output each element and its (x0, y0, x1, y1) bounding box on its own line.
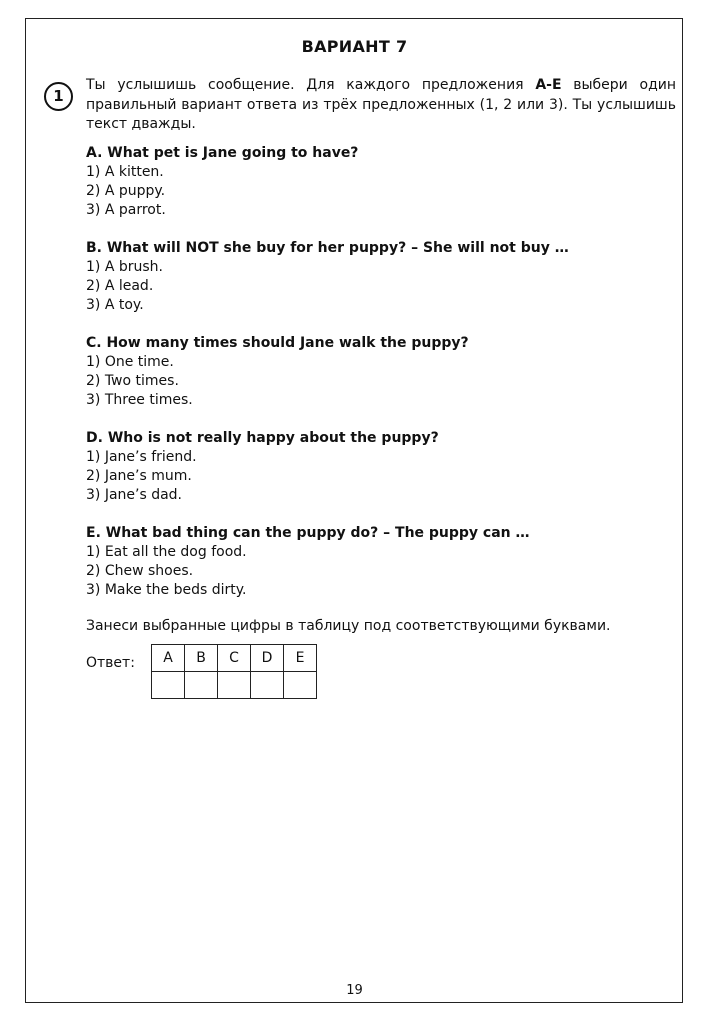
question-text: A. What pet is Jane going to have? (86, 145, 359, 161)
question-text: B. What will NOT she buy for her puppy? – She will not buy … (86, 240, 569, 256)
answer-option: 2) A puppy. (86, 183, 166, 199)
question-c (86, 334, 676, 410)
page-number: 19 (346, 983, 363, 998)
answer-option: 3) Three times. (86, 392, 193, 408)
table-instruction: Занеси выбранные цифры в таблицу под соответствующими буквами. (86, 618, 611, 634)
intro-part2: выбери один правильный вариант ответа из трёх предложенных (1, 2 или 3). Ты услышишь текст дважды. (86, 77, 676, 132)
question-text: C. How many times should Jane walk the puppy? (86, 335, 469, 351)
answer-option: 3) A parrot. (86, 202, 166, 218)
answer-header-d: D (251, 645, 284, 672)
answer-cell-b[interactable] (185, 672, 218, 699)
question-text: D. Who is not really happy about the puppy? (86, 430, 439, 446)
answer-option: 1) Eat all the dog food. (86, 544, 247, 560)
intro-part1: Ты услышишь сообщение. Для каждого предложения (86, 77, 536, 93)
answer-table (151, 644, 317, 699)
answer-option: 1) A brush. (86, 259, 163, 275)
question-a (86, 144, 676, 220)
answer-option: 1) Jane’s friend. (86, 449, 197, 465)
task-instructions (86, 76, 676, 135)
answer-option: 2) Chew shoes. (86, 563, 194, 579)
answer-option: 3) A toy. (86, 297, 144, 313)
answer-header-b: B (185, 645, 218, 672)
answer-cell-d[interactable] (251, 672, 284, 699)
answer-cell-e[interactable] (284, 672, 317, 699)
answer-option: 3) Make the beds dirty. (86, 582, 247, 598)
answer-label: Ответ: (86, 655, 135, 671)
question-text: E. What bad thing can the puppy do? – The puppy can … (86, 525, 530, 541)
answer-option: 3) Jane’s dad. (86, 487, 183, 503)
answer-header-a: A (152, 645, 185, 672)
variant-title: ВАРИАНТ 7 (301, 37, 408, 56)
answer-option: 2) Two times. (86, 373, 179, 389)
answer-option: 2) A lead. (86, 278, 154, 294)
question-e (86, 524, 676, 600)
question-list (86, 144, 676, 619)
answer-option: 1) A kitten. (86, 164, 164, 180)
answer-option: 2) Jane’s mum. (86, 468, 192, 484)
answer-header-c: C (218, 645, 251, 672)
answer-table-input-row (152, 672, 317, 699)
answer-cell-c[interactable] (218, 672, 251, 699)
answer-table-header-row (152, 645, 317, 672)
answer-cell-a[interactable] (152, 672, 185, 699)
question-d (86, 429, 676, 505)
question-b (86, 239, 676, 315)
answer-header-e: E (284, 645, 317, 672)
answer-option: 1) One time. (86, 354, 174, 370)
intro-range: А-Е (535, 77, 562, 93)
task-number-badge: 1 (44, 82, 73, 111)
